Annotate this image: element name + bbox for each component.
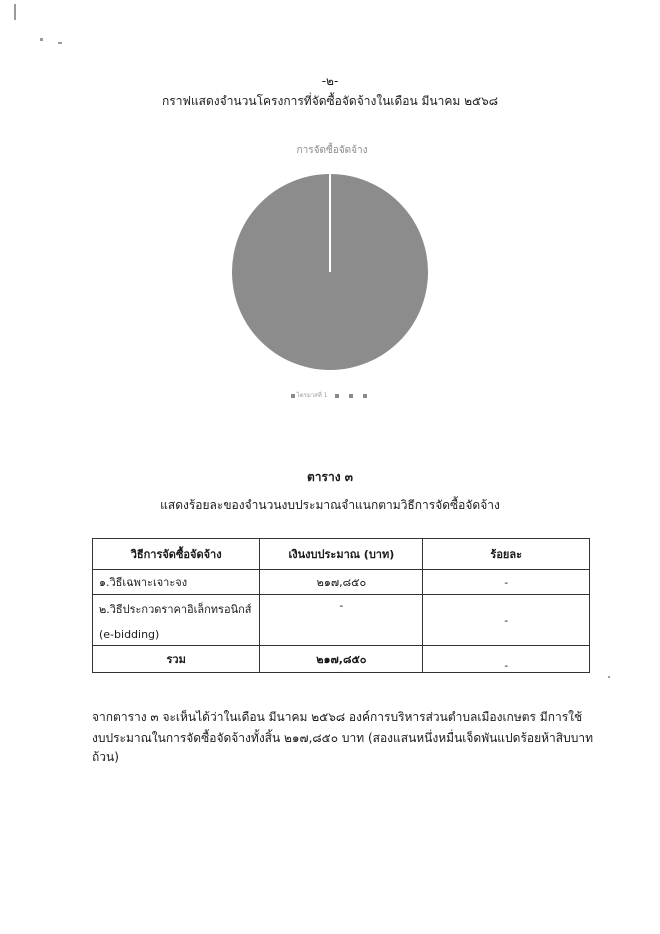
total-budget-cell: ๒๑๗,๘๕๐: [260, 646, 423, 673]
table-caption: ตาราง ๓: [307, 470, 353, 484]
legend-swatch: [335, 394, 339, 398]
legend-item: [291, 390, 328, 400]
table-row: [93, 595, 590, 646]
page-heading: กราฟแสดงจำนวนโครงการที่จัดซื้อจัดจ้างในเดือน มีนาคม ๒๕๖๘: [162, 94, 498, 108]
legend-swatch: [363, 394, 367, 398]
column-header: เงินงบประมาณ (บาท): [260, 539, 423, 570]
scan-mark: [58, 42, 62, 44]
legend-label: ไตรมาสที่ 1: [296, 392, 328, 399]
total-percent-cell: -: [423, 646, 590, 673]
page-number: -๒-: [321, 74, 339, 88]
summary-line-1: จากตาราง ๓ จะเห็นได้ว่าในเดือน มีนาคม ๒๕๖๘ องค์การบริหารส่วนตำบลเมืองเกษตร มีการใช้: [92, 710, 583, 724]
table-total-row: [93, 646, 590, 673]
pie-chart: [226, 135, 438, 405]
column-header: ร้อยละ: [423, 539, 590, 570]
table-header-row: [93, 539, 590, 570]
percent-cell: -: [423, 595, 590, 646]
percent-cell: -: [423, 570, 590, 595]
method-line: ๒.วิธีประกวดราคาอิเล็กทรอนิกส์: [99, 602, 252, 616]
legend-item: [349, 392, 355, 399]
scan-mark: [40, 38, 43, 41]
column-header: วิธีการจัดซื้อจัดจ้าง: [93, 539, 260, 570]
method-cell: ๑.วิธีเฉพาะเจาะจง: [93, 570, 260, 595]
chart-title: การจัดซื้อจัดจ้าง: [296, 145, 368, 156]
budget-table: [92, 538, 590, 673]
pie-chart-svg: [226, 135, 438, 405]
chart-legend: [0, 390, 660, 400]
table-row: [93, 570, 590, 595]
budget-cell: ๒๑๗,๘๕๐: [260, 570, 423, 595]
budget-cell: -: [260, 595, 423, 646]
legend-item: [363, 392, 369, 399]
legend-item: [335, 392, 341, 399]
scan-mark: [14, 4, 16, 20]
table-subtitle: แสดงร้อยละของจำนวนงบประมาณจำแนกตามวิธีการจัดซื้อจัดจ้าง: [160, 498, 500, 512]
scan-mark: [608, 676, 610, 678]
summary-line-2: งบประมาณในการจัดซื้อจัดจ้างทั้งสิ้น ๒๑๗,๘๕๐ บาท (สองแสนหนึ่งหมื่นเจ็ดพันแปดร้อยห้าสิบบาทถ้วน): [92, 731, 593, 764]
total-label-cell: รวม: [93, 646, 260, 673]
method-line: (e-bidding): [99, 627, 160, 641]
legend-swatch: [291, 394, 295, 398]
legend-swatch: [349, 394, 353, 398]
method-cell: [93, 595, 260, 646]
